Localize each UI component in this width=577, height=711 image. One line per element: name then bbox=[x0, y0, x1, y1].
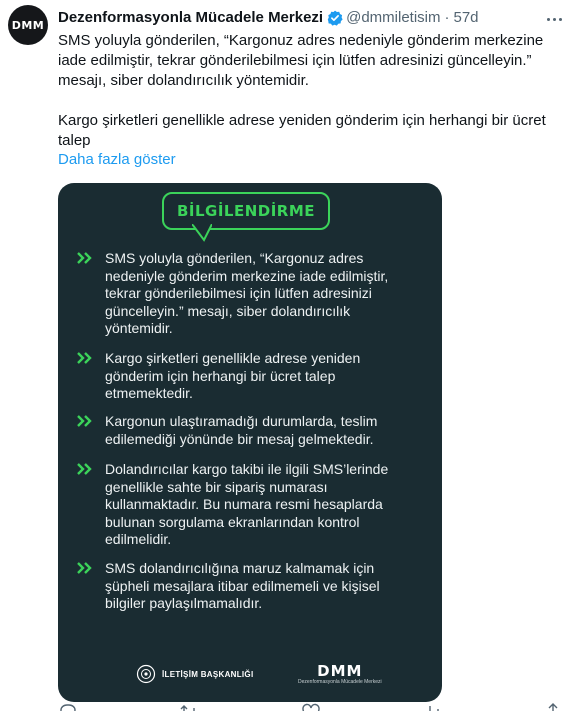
double-chevron-icon bbox=[76, 414, 94, 428]
verified-badge-icon bbox=[327, 10, 343, 26]
tweet-text bbox=[58, 31, 563, 151]
info-text: Dolandırıcılar kargo takibi ile ilgili SMS’lerinde genellikle sahte bir sipariş numarası kullanmaktadır. Bu numara resmi hesaplarda bulunan sorgulama ekranlarından kontrol edilmelidir. bbox=[105, 461, 389, 547]
info-text: Kargo şirketleri genellikle adrese yeniden gönderim için herhangi bir ücret talep etmemektedir. bbox=[105, 350, 361, 401]
avatar[interactable] bbox=[8, 5, 48, 45]
iletisim-logo-text: İLETİŞİM BAŞKANLIĞI bbox=[162, 669, 254, 679]
author-handle[interactable]: @dmmiletisim bbox=[346, 9, 441, 26]
action-bar bbox=[58, 702, 563, 711]
tweet-paragraph: SMS yoluyla gönderilen, “Kargonuz adres nedeniyle gönderim merkezine iade edilmiştir, tekrar gönderilebilmesi için lütfen adresinizi güncelleyin.” mesajı, siber dolandırıcılık yöntemidir. bbox=[58, 32, 544, 89]
badge-label: BİLGİLENDİRME bbox=[162, 192, 330, 230]
separator-dot: · bbox=[444, 9, 450, 26]
media-image[interactable] bbox=[58, 183, 442, 702]
dmm-logo-subtitle: Dezenformasyonla Mücadele Merkezi bbox=[298, 679, 382, 685]
share-icon[interactable] bbox=[543, 702, 563, 711]
author-name[interactable]: Dezenformasyonla Mücadele Merkezi bbox=[58, 9, 324, 26]
double-chevron-icon bbox=[76, 462, 94, 476]
timestamp[interactable]: 57d bbox=[453, 9, 479, 26]
double-chevron-icon bbox=[76, 251, 94, 265]
info-badge bbox=[162, 192, 332, 244]
like-icon[interactable] bbox=[301, 702, 321, 711]
double-chevron-icon bbox=[76, 561, 94, 575]
seal-icon bbox=[136, 664, 156, 684]
tweet-header bbox=[58, 9, 479, 26]
retweet-icon[interactable] bbox=[179, 702, 199, 711]
show-more-link[interactable]: Daha fazla göster bbox=[58, 151, 176, 168]
double-chevron-icon bbox=[76, 351, 94, 365]
speech-tail-icon bbox=[192, 224, 212, 244]
views-icon[interactable] bbox=[422, 702, 442, 711]
info-text: Kargonun ulaştıramadığı durumlarda, teslim edilemediği yönünde bir mesaj gelmektedir. bbox=[105, 413, 378, 447]
card-footer bbox=[58, 662, 442, 702]
tweet-paragraph: Kargo şirketleri genellikle adrese yeniden gönderim için herhangi bir ücret talep bbox=[58, 112, 546, 149]
info-text: SMS yoluyla gönderilen, “Kargonuz adres nedeniyle gönderim merkezine iade edilmiştir, tekrar gönderilebilmesi için lütfen adresinizi güncelleyin.” mesajı, siber dolandırıcılık yöntemidir. bbox=[105, 250, 389, 336]
avatar-text: DMM bbox=[11, 18, 45, 32]
reply-icon[interactable] bbox=[58, 702, 78, 711]
dmm-logo bbox=[298, 662, 382, 685]
more-icon[interactable] bbox=[545, 10, 565, 28]
info-text: SMS dolandırıcılığına maruz kalmamak için şüpheli mesajlara itibar edilmemeli ve kişisel bilgiler paylaşılmamalıdır. bbox=[105, 560, 380, 611]
iletisim-logo bbox=[136, 664, 253, 684]
dmm-logo-text: DMM bbox=[317, 662, 363, 680]
